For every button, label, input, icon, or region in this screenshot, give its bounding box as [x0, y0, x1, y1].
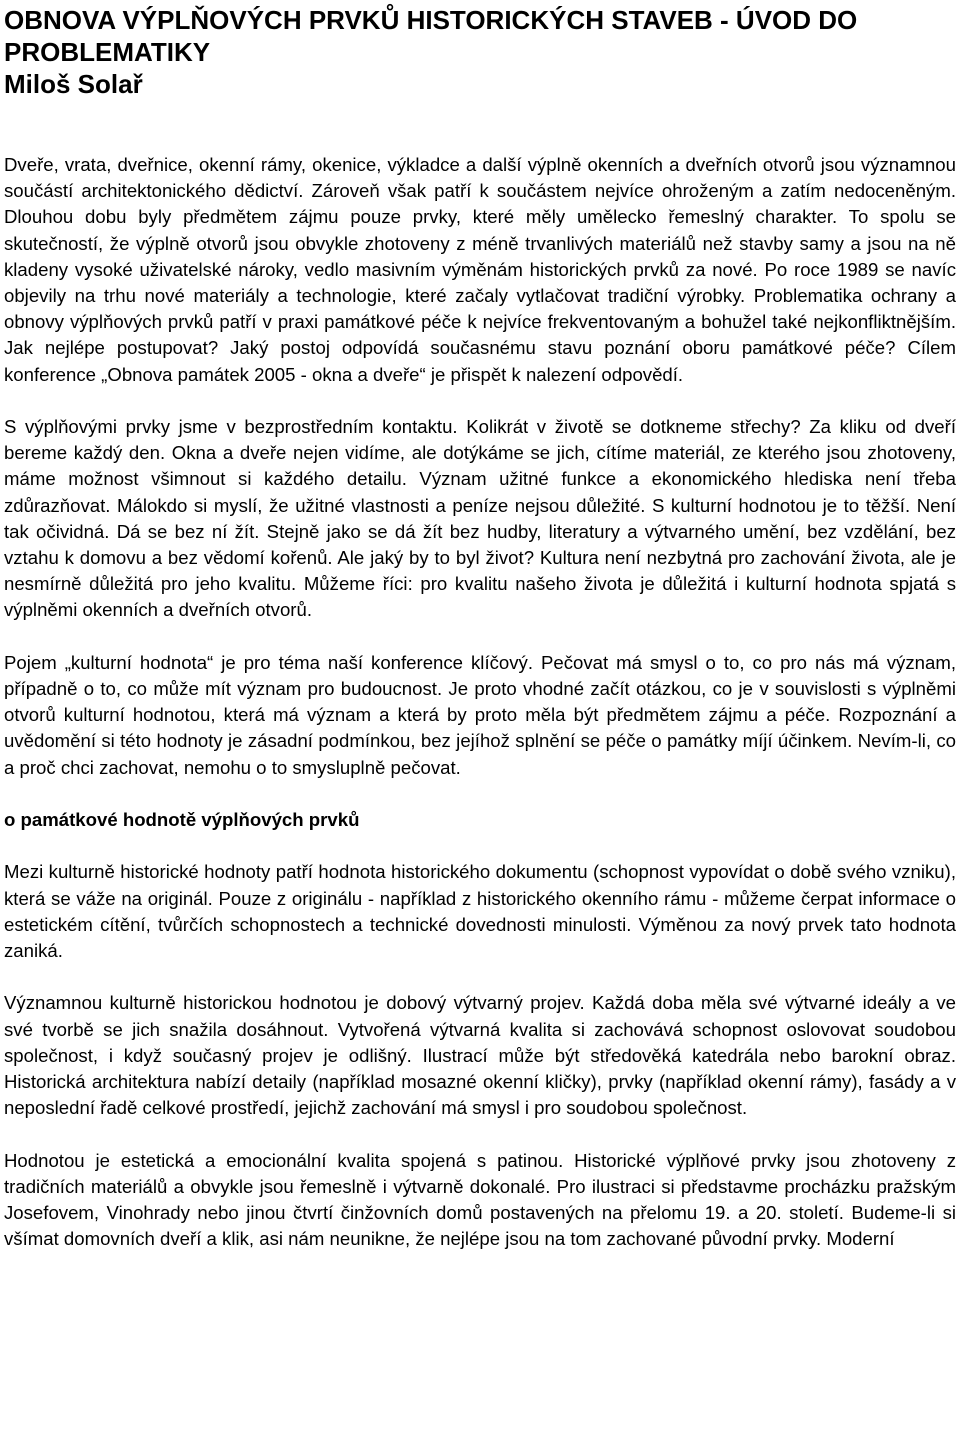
document-title: OBNOVA VÝPLŇOVÝCH PRVKŮ HISTORICKÝCH STAVEB - ÚVOD DO PROBLEMATIKY	[4, 5, 858, 67]
paragraph-contact: S výplňovými prvky jsme v bezprostředním kontaktu. Kolikrát v životě se dotkneme střechy? Za kliku od dveří bereme každý den. Okna a dveře nejen vidíme, ale dotýkáme se jich, cítíme materiál, ze kterého jsou zhotoveny, máme možnost všimnout si každého detailu. Význam užitné funkce a ekonomického hlediska není třeba zdůrazňovat. Málokdo si myslí, že užitné vlastnosti a peníze nejsou důležité. S kulturní hodnotou je to těžší. Není tak očividná. Dá se bez ní žít. Stejně jako se dá žít bez hudby, literatury a výtvarného umění, bez vzdělání, bez vztahu k domovu a bez vědomí kořenů. Ale jaký by to byl život? Kultura není nezbytná pro zachování života, ale je nesmírně důležitá pro jeho kvalitu. Můžeme říci: pro kvalitu našeho života je důležitá i kulturní hodnota spjatá s výplněmi okenních a dveřních otvorů.	[4, 416, 956, 621]
title-spacer	[4, 100, 956, 152]
paragraph-historical-document: Mezi kulturně historické hodnoty patří hodnota historického dokumentu (schopnost vypovídat o době svého vzniku), která se váže na originál. Pouze z originálu - například z historického okenního rámu - můžeme čerpat informace o estetickém cítění, tvůrčích schopnostech a technické dovednosti minulosti. Výměnou za nový prvek tato hodnota zaniká.	[4, 861, 956, 962]
document-page	[4, 0, 956, 1252]
paragraph-spacer	[4, 1121, 956, 1147]
paragraph-artistic-expression: Významnou kulturně historickou hodnotou je dobový výtvarný projev. Každá doba měla své výtvarné ideály a ve své tvorbě se jich snažila dosáhnout. Vytvořená výtvarná kvalita si zachovává schopnost oslovovat soudobou společnost, i když současný projev je odlišný. Ilustrací může být středověká katedrála nebo barokní obraz. Historická architektura nabízí detaily (například mosazné okenní kličky), prvky (například okenní rámy), fasády a v neposlední řadě celkové prostředí, jejichž zachování má smysl i pro soudobou společnost.	[4, 992, 956, 1119]
paragraph-patina: Hodnotou je estetická a emocionální kvalita spojená s patinou. Historické výplňové prvky jsou zhotoveny z tradičních materiálů a obvykle jsou řemeslně i výtvarně dokonalé. Pro ilustraci si představme procházku pražským Josefovem, Vinohrady nebo jinou čtvrtí činžovních domů postavených na přelomu 19. a 20. století. Budeme-li si všímat domovních dveří a klik, asi nám neunikne, že nejlépe jsou na tom zachované původní prvky. Moderní	[4, 1149, 956, 1250]
paragraph-spacer	[4, 833, 956, 859]
document-author: Miloš Solař	[4, 69, 143, 99]
paragraph-spacer	[4, 781, 956, 807]
section-heading: o památkové hodnotě výplňových prvků	[4, 809, 360, 831]
paragraph-intro: Dveře, vrata, dveřnice, okenní rámy, okenice, výkladce a další výplně okenních a dveřních otvorů jsou významnou součástí architektonického dědictví. Zároveň však patří k součástem nejvíce ohroženým a zatím nedoceněným. Dlouhou dobu byly předmětem zájmu pouze prvky, které měly umělecko řemeslný charakter. To spolu se skutečností, že výplně otvorů jsou obvykle zhotoveny z méně trvanlivých materiálů než stavby samy a jsou na ně kladeny vysoké uživatelské nároky, vedlo masivním výměnám historických prvků za nové. Po roce 1989 se navíc objevily na trhu nové materiály a technologie, které začaly vytlačovat tradiční výrobky. Problematika ochrany a obnovy výplňových prvků patří v praxi památkové péče k nejvíce frekventovaným a bohužel také nejkonfliktnějším. Jak nejlépe postupovat? Jaký postoj odpovídá současnému stavu poznání oboru památkové péče? Cílem konference „Obnova památek 2005 - okna a dveře“ je přispět k nalezení odpovědí.	[4, 154, 956, 385]
paragraph-cultural-value: Pojem „kulturní hodnota“ je pro téma naší konference klíčový. Pečovat má smysl o to, co pro nás má význam, případně o to, co může mít význam pro budoucnost. Je proto vhodné začít otázkou, co je v souvislosti s výplněmi otvorů kulturní hodnotou, která má význam a která by proto měla být předmětem zájmu a péče. Rozpoznání a uvědomění si této hodnoty je zásadní podmínkou, bez jejíhož splnění se péče o památky míjí účinkem. Nevím-li, co a proč chci zachovat, nemohu o to smysluplně pečovat.	[4, 651, 956, 778]
paragraph-spacer	[4, 388, 956, 414]
paragraph-spacer	[4, 964, 956, 990]
paragraph-spacer	[4, 624, 956, 650]
